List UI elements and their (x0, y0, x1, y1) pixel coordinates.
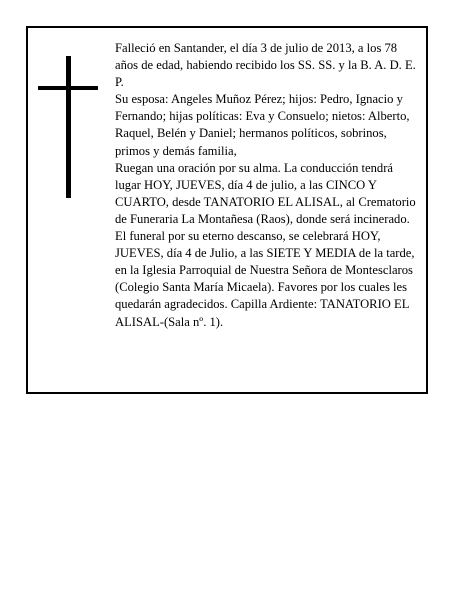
obituary-notice (26, 26, 428, 394)
death-announcement: Falleció en Santander, el día 3 de julio de 2013, a los 78 años de edad, habiendo recibido los SS. SS. y la B. A. D. E. P. (115, 41, 416, 90)
cross-vertical-bar (66, 56, 71, 198)
obituary-text (115, 40, 420, 331)
cross-horizontal-bar (38, 86, 98, 90)
cross-icon (38, 56, 98, 198)
family-list: Su esposa: Angeles Muñoz Pérez; hijos: Pedro, Ignacio y Fernando; hijas políticas: Eva y Consuelo; nietos: Alberto, Raquel, Belén y Daniel; hermanos políticos, sobrinos, primos y demás familia, (115, 92, 410, 158)
funeral-details: Ruegan una oración por su alma. La conducción tendrá lugar HOY, JUEVES, día 4 de julio, a las CINCO Y CUARTO, desde TANATORIO EL ALISAL, al Crematorio de Funeraria La Montañesa (Raos), donde será incinerado. El funeral por su eterno descanso, se celebrará HOY, JUEVES, día 4 de Julio, a las SIETE Y MEDIA de la tarde, en la Iglesia Parroquial de Nuestra Señora de Montesclaros (Colegio Santa María Micaela). Favores por los cuales les quedarán agradecidos. Capilla Ardiente: TANATORIO EL ALISAL-(Sala nº. 1). (115, 160, 416, 329)
